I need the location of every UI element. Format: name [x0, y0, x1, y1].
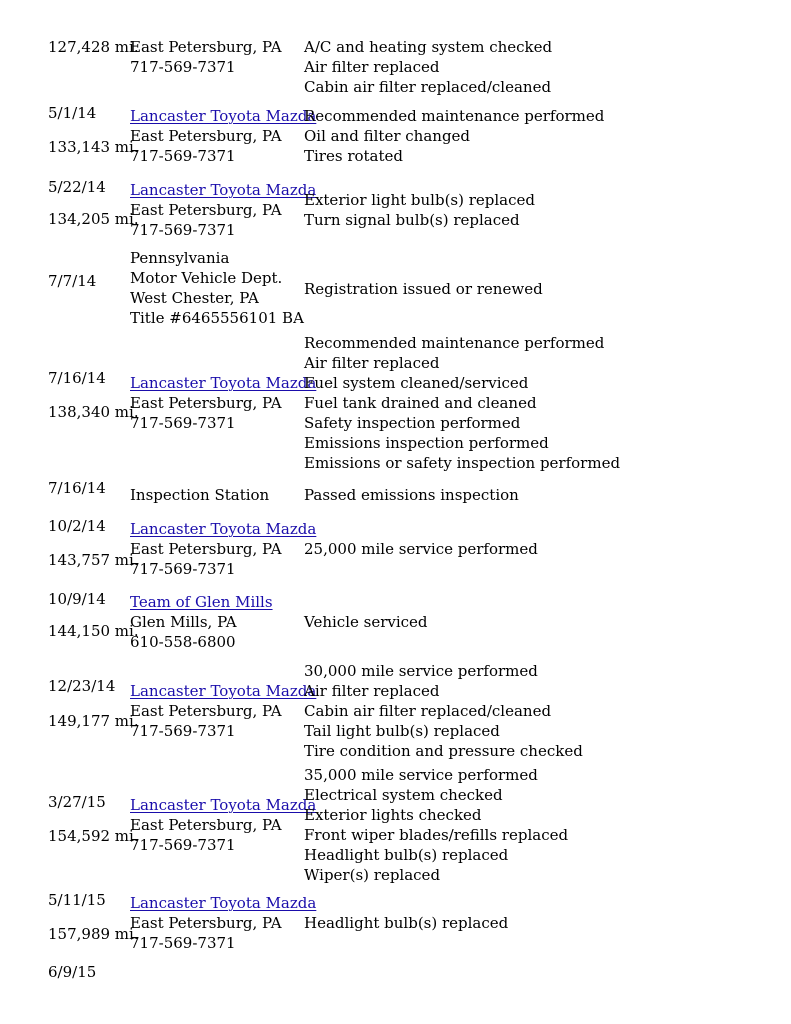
- dealer-link[interactable]: Lancaster Toyota Mazda: [130, 894, 317, 912]
- record-source-cell: [130, 485, 306, 505]
- record-mileage: 143,757 mi.: [48, 551, 139, 569]
- source-name: Inspection Station: [130, 486, 270, 504]
- record-details-cell: [304, 279, 744, 299]
- history-record: [48, 478, 748, 508]
- history-record: [48, 962, 748, 986]
- detail-line: Tire condition and pressure checked: [304, 742, 583, 760]
- history-record: [48, 333, 748, 475]
- detail-line: Emissions inspection performed: [304, 434, 549, 452]
- source-phone: 717-569-7371: [130, 414, 236, 432]
- record-details-cell: [304, 485, 744, 505]
- record-details-cell: [304, 106, 744, 166]
- detail-line: Exterior light bulb(s) replaced: [304, 191, 536, 209]
- detail-line: Air filter replaced: [304, 58, 440, 76]
- source-state: Pennsylvania: [130, 249, 230, 267]
- history-record: [48, 106, 748, 168]
- record-mileage: 144,150 mi.: [48, 622, 139, 640]
- detail-line: Exterior lights checked: [304, 806, 482, 824]
- record-mileage: 157,989 mi.: [48, 925, 139, 943]
- record-details-cell: [304, 765, 744, 885]
- source-phone: 717-569-7371: [130, 722, 236, 740]
- detail-line: Recommended maintenance performed: [304, 334, 605, 352]
- history-record: [48, 519, 748, 581]
- source-phone: 717-569-7371: [130, 836, 236, 854]
- history-record: [48, 248, 748, 330]
- dealer-link[interactable]: Lancaster Toyota Mazda: [130, 682, 317, 700]
- record-source-cell: [130, 592, 306, 652]
- record-date: 7/16/14: [48, 479, 106, 497]
- record-date-cell: [48, 478, 130, 498]
- detail-line: Electrical system checked: [304, 786, 503, 804]
- detail-line: Front wiper blades/refills replaced: [304, 826, 569, 844]
- source-agency: Motor Vehicle Dept.: [130, 269, 283, 287]
- record-date-cell: [48, 104, 139, 168]
- detail-line: Vehicle serviced: [304, 613, 428, 631]
- record-date: 10/2/14: [48, 517, 106, 535]
- detail-line: Cabin air filter replaced/cleaned: [304, 78, 552, 96]
- record-details-cell: [304, 913, 744, 933]
- record-source-cell: [130, 248, 306, 328]
- detail-line: 35,000 mile service performed: [304, 766, 538, 784]
- detail-line: Registration issued or renewed: [304, 280, 543, 298]
- record-date-cell: [48, 333, 139, 475]
- detail-line: Air filter replaced: [304, 682, 440, 700]
- detail-line: Turn signal bulb(s) replaced: [304, 211, 520, 229]
- record-date-cell: [48, 590, 139, 654]
- source-location: East Petersburg, PA: [130, 702, 282, 720]
- record-date: 6/9/15: [48, 963, 97, 981]
- record-details-cell: [304, 37, 744, 97]
- record-mileage: 138,340 mi.: [48, 403, 139, 421]
- record-source-cell: [130, 180, 317, 240]
- record-date: 5/1/14: [48, 104, 97, 122]
- source-location: East Petersburg, PA: [130, 914, 282, 932]
- record-date-cell: [48, 37, 139, 57]
- record-source-cell: [130, 893, 317, 953]
- record-date: 3/27/15: [48, 793, 106, 811]
- detail-line: Cabin air filter replaced/cleaned: [304, 702, 552, 720]
- detail-line: A/C and heating system checked: [304, 38, 553, 56]
- source-location: East Petersburg, PA: [130, 38, 282, 56]
- record-date: 7/16/14: [48, 369, 106, 387]
- detail-line: Emissions or safety inspection performed: [304, 454, 621, 472]
- dealer-link[interactable]: Team of Glen Mills: [130, 593, 273, 611]
- history-record: [48, 180, 748, 242]
- record-mileage: 133,143 mi.: [48, 138, 139, 156]
- source-location: West Chester, PA: [130, 289, 259, 307]
- source-location: Glen Mills, PA: [130, 613, 237, 631]
- source-location: East Petersburg, PA: [130, 816, 282, 834]
- dealer-link[interactable]: Lancaster Toyota Mazda: [130, 796, 317, 814]
- record-details-cell: [304, 333, 744, 473]
- record-details-cell: [304, 612, 744, 632]
- record-details-cell: [304, 539, 744, 559]
- record-date: 5/22/14: [48, 178, 106, 196]
- source-location: East Petersburg, PA: [130, 540, 282, 558]
- history-record: [48, 592, 748, 654]
- source-phone: 717-569-7371: [130, 147, 236, 165]
- record-details-cell: [304, 661, 744, 761]
- record-source-cell: [130, 373, 317, 433]
- record-date: 5/11/15: [48, 891, 106, 909]
- source-location: East Petersburg, PA: [130, 201, 282, 219]
- record-date-cell: [48, 517, 139, 581]
- detail-line: 30,000 mile service performed: [304, 662, 538, 680]
- record-date: 7/7/14: [48, 272, 97, 290]
- record-source-cell: [130, 519, 317, 579]
- history-record: [48, 893, 748, 955]
- dealer-link[interactable]: Lancaster Toyota Mazda: [130, 374, 317, 392]
- record-date: 10/9/14: [48, 590, 106, 608]
- record-date-cell: [48, 891, 139, 955]
- dealer-link[interactable]: Lancaster Toyota Mazda: [130, 107, 317, 125]
- history-record: [48, 765, 748, 887]
- detail-line: Headlight bulb(s) replaced: [304, 846, 509, 864]
- history-record: [48, 661, 748, 763]
- record-source-cell: [130, 795, 317, 855]
- detail-line: Tail light bulb(s) replaced: [304, 722, 500, 740]
- record-mileage: 149,177 mi.: [48, 712, 139, 730]
- record-mileage: 134,205 mi.: [48, 210, 139, 228]
- history-record: [48, 37, 748, 99]
- dealer-link[interactable]: Lancaster Toyota Mazda: [130, 520, 317, 538]
- detail-line: 25,000 mile service performed: [304, 540, 538, 558]
- source-phone: 717-569-7371: [130, 221, 236, 239]
- record-date-cell: [48, 765, 139, 887]
- record-source-cell: [130, 37, 306, 77]
- record-source-cell: [130, 106, 317, 166]
- detail-line: Fuel system cleaned/serviced: [304, 374, 529, 392]
- record-date: 12/23/14: [48, 677, 116, 695]
- detail-line: Oil and filter changed: [304, 127, 471, 145]
- dealer-link[interactable]: Lancaster Toyota Mazda: [130, 181, 317, 199]
- record-mileage: 154,592 mi.: [48, 827, 139, 845]
- record-date-cell: [48, 962, 130, 982]
- detail-line: Air filter replaced: [304, 354, 440, 372]
- record-date-cell: [48, 178, 139, 242]
- source-title: Title #6465556101 BA: [130, 309, 304, 327]
- source-location: East Petersburg, PA: [130, 127, 282, 145]
- detail-line: Headlight bulb(s) replaced: [304, 914, 509, 932]
- detail-line: Fuel tank drained and cleaned: [304, 394, 537, 412]
- record-source-cell: [130, 681, 317, 741]
- record-mileage: 127,428 mi.: [48, 38, 139, 56]
- source-phone: 717-569-7371: [130, 58, 236, 76]
- source-phone: 717-569-7371: [130, 934, 236, 952]
- source-location: East Petersburg, PA: [130, 394, 282, 412]
- detail-line: Wiper(s) replaced: [304, 866, 441, 884]
- detail-line: Passed emissions inspection: [304, 486, 519, 504]
- record-details-cell: [304, 190, 744, 230]
- source-phone: 717-569-7371: [130, 560, 236, 578]
- record-date-cell: [48, 271, 130, 291]
- source-phone: 610-558-6800: [130, 633, 236, 651]
- detail-line: Tires rotated: [304, 147, 403, 165]
- detail-line: Recommended maintenance performed: [304, 107, 605, 125]
- record-date-cell: [48, 661, 139, 763]
- detail-line: Safety inspection performed: [304, 414, 521, 432]
